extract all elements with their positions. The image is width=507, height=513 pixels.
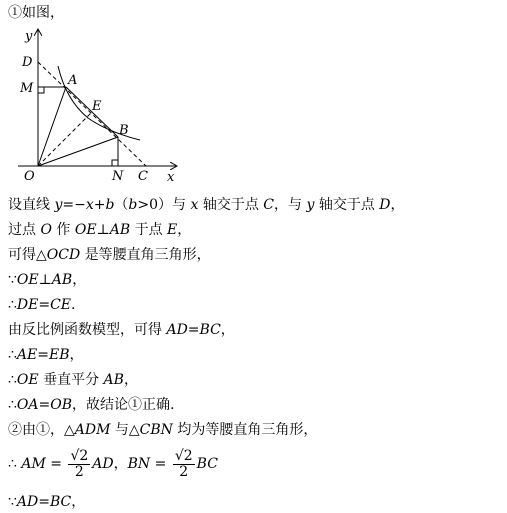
text-fragment: ∴: [8, 372, 17, 388]
text-fragment: y: [306, 197, 315, 213]
text-fragment: ，故结论①正确.: [72, 397, 175, 413]
header-text: ①如图，: [8, 5, 64, 21]
fraction-numerator: √2: [70, 447, 89, 464]
label-n: N: [112, 169, 124, 184]
text-fragment: OE: [16, 372, 39, 388]
text-fragment: AB: [51, 272, 73, 288]
text-fragment: 与△: [110, 422, 140, 438]
text-fragment: >0）与: [137, 197, 191, 213]
segment-oa: [38, 87, 66, 166]
text-fragment: AB: [103, 372, 124, 388]
text-fragment: 设直线: [8, 197, 55, 213]
label-a: A: [68, 73, 78, 88]
text-fragment: ⊥: [96, 222, 110, 238]
text-fragment: ，: [71, 494, 86, 510]
fraction-denominator: 2: [179, 463, 189, 480]
text-fragment: BN: [127, 456, 151, 472]
label-y: y: [25, 29, 33, 44]
text-fragment: O: [40, 222, 52, 238]
text-fragment: （: [114, 197, 129, 213]
label-e: E: [92, 99, 102, 114]
fraction-numerator: √2: [174, 447, 193, 464]
text-line-4: [8, 271, 86, 289]
text-line-8: [8, 371, 138, 389]
text-line-5: [8, 296, 75, 314]
text-fragment: OCD: [46, 247, 81, 263]
text-fragment: OA=OB: [16, 397, 73, 413]
text-fragment: ②由①，△: [8, 422, 75, 438]
text-fragment: .: [71, 297, 76, 313]
text-line-11: [8, 447, 218, 481]
text-fragment: 轴交于点: [314, 197, 380, 213]
label-d: D: [22, 55, 33, 70]
text-fragment: 是等腰直角三角形，: [80, 247, 211, 263]
text-fragment: ∴: [8, 397, 17, 413]
text-fragment: x: [190, 197, 199, 213]
segment-ob: [38, 137, 118, 166]
geometry-figure: [0, 0, 200, 190]
right-angle-n: [112, 160, 118, 166]
text-fragment: ，: [72, 272, 87, 288]
text-fragment: 过点: [8, 222, 41, 238]
text-fragment: AE=EB: [16, 347, 70, 363]
text-fragment: AD: [92, 456, 114, 472]
text-fragment: ADM: [74, 422, 111, 438]
text-line-6: [8, 321, 235, 339]
text-fragment: ，: [113, 456, 128, 472]
label-x: x: [167, 170, 175, 185]
text-fragment: ∴: [8, 456, 22, 472]
text-fragment: =: [45, 456, 67, 472]
text-fragment: ，与: [274, 197, 307, 213]
text-fragment: 轴交于点: [198, 197, 264, 213]
text-fragment: ∵: [8, 494, 17, 510]
text-fragment: OE: [74, 222, 97, 238]
text-fragment: ，: [177, 222, 192, 238]
label-o: O: [24, 169, 35, 184]
text-fragment: 由反比例函数模型，可得: [8, 322, 167, 338]
text-fragment: 垂直平分: [38, 372, 104, 388]
text-fragment: OE: [16, 272, 39, 288]
text-fragment: ，: [69, 347, 84, 363]
text-line-1: [8, 196, 405, 214]
text-fragment: b: [128, 197, 138, 213]
text-fragment: ∵: [8, 272, 17, 288]
text-line-7: [8, 346, 84, 364]
text-fragment: DE=CE: [16, 297, 72, 313]
fraction-denominator: 2: [74, 463, 84, 480]
text-fragment: =: [150, 456, 171, 472]
fraction-1: [68, 449, 90, 480]
text-fragment: 均为等腰直角三角形，: [172, 422, 318, 438]
label-c: C: [138, 169, 148, 184]
text-fragment: AD=BC: [166, 322, 221, 338]
text-fragment: 作: [51, 222, 75, 238]
text-fragment: ∴: [8, 347, 17, 363]
text-line-3: [8, 246, 211, 264]
text-fragment: CBN: [139, 422, 173, 438]
text-fragment: AM: [21, 456, 46, 472]
text-fragment: 可得△: [8, 247, 47, 263]
text-fragment: BC: [196, 456, 218, 472]
text-line-9: [8, 396, 174, 414]
text-fragment: E: [167, 222, 178, 238]
segment-oe: [38, 112, 92, 166]
text-fragment: ，: [390, 197, 405, 213]
text-fragment: y=−x+b: [54, 197, 115, 213]
text-fragment: ，: [220, 322, 235, 338]
label-b: B: [119, 123, 129, 138]
text-fragment: D: [379, 197, 391, 213]
text-line-2: [8, 221, 191, 239]
right-angle-m: [38, 87, 44, 93]
text-fragment: AD=BC: [16, 494, 72, 510]
text-fragment: C: [263, 197, 275, 213]
text-fragment: ，: [123, 372, 138, 388]
text-line-10: [8, 421, 317, 439]
text-fragment: ∴: [8, 297, 17, 313]
text-line-12: [8, 493, 85, 511]
text-fragment: AB: [109, 222, 131, 238]
text-fragment: ⊥: [38, 272, 52, 288]
fraction-2: [173, 449, 195, 480]
label-m: M: [20, 81, 34, 96]
text-fragment: 于点: [130, 222, 168, 238]
